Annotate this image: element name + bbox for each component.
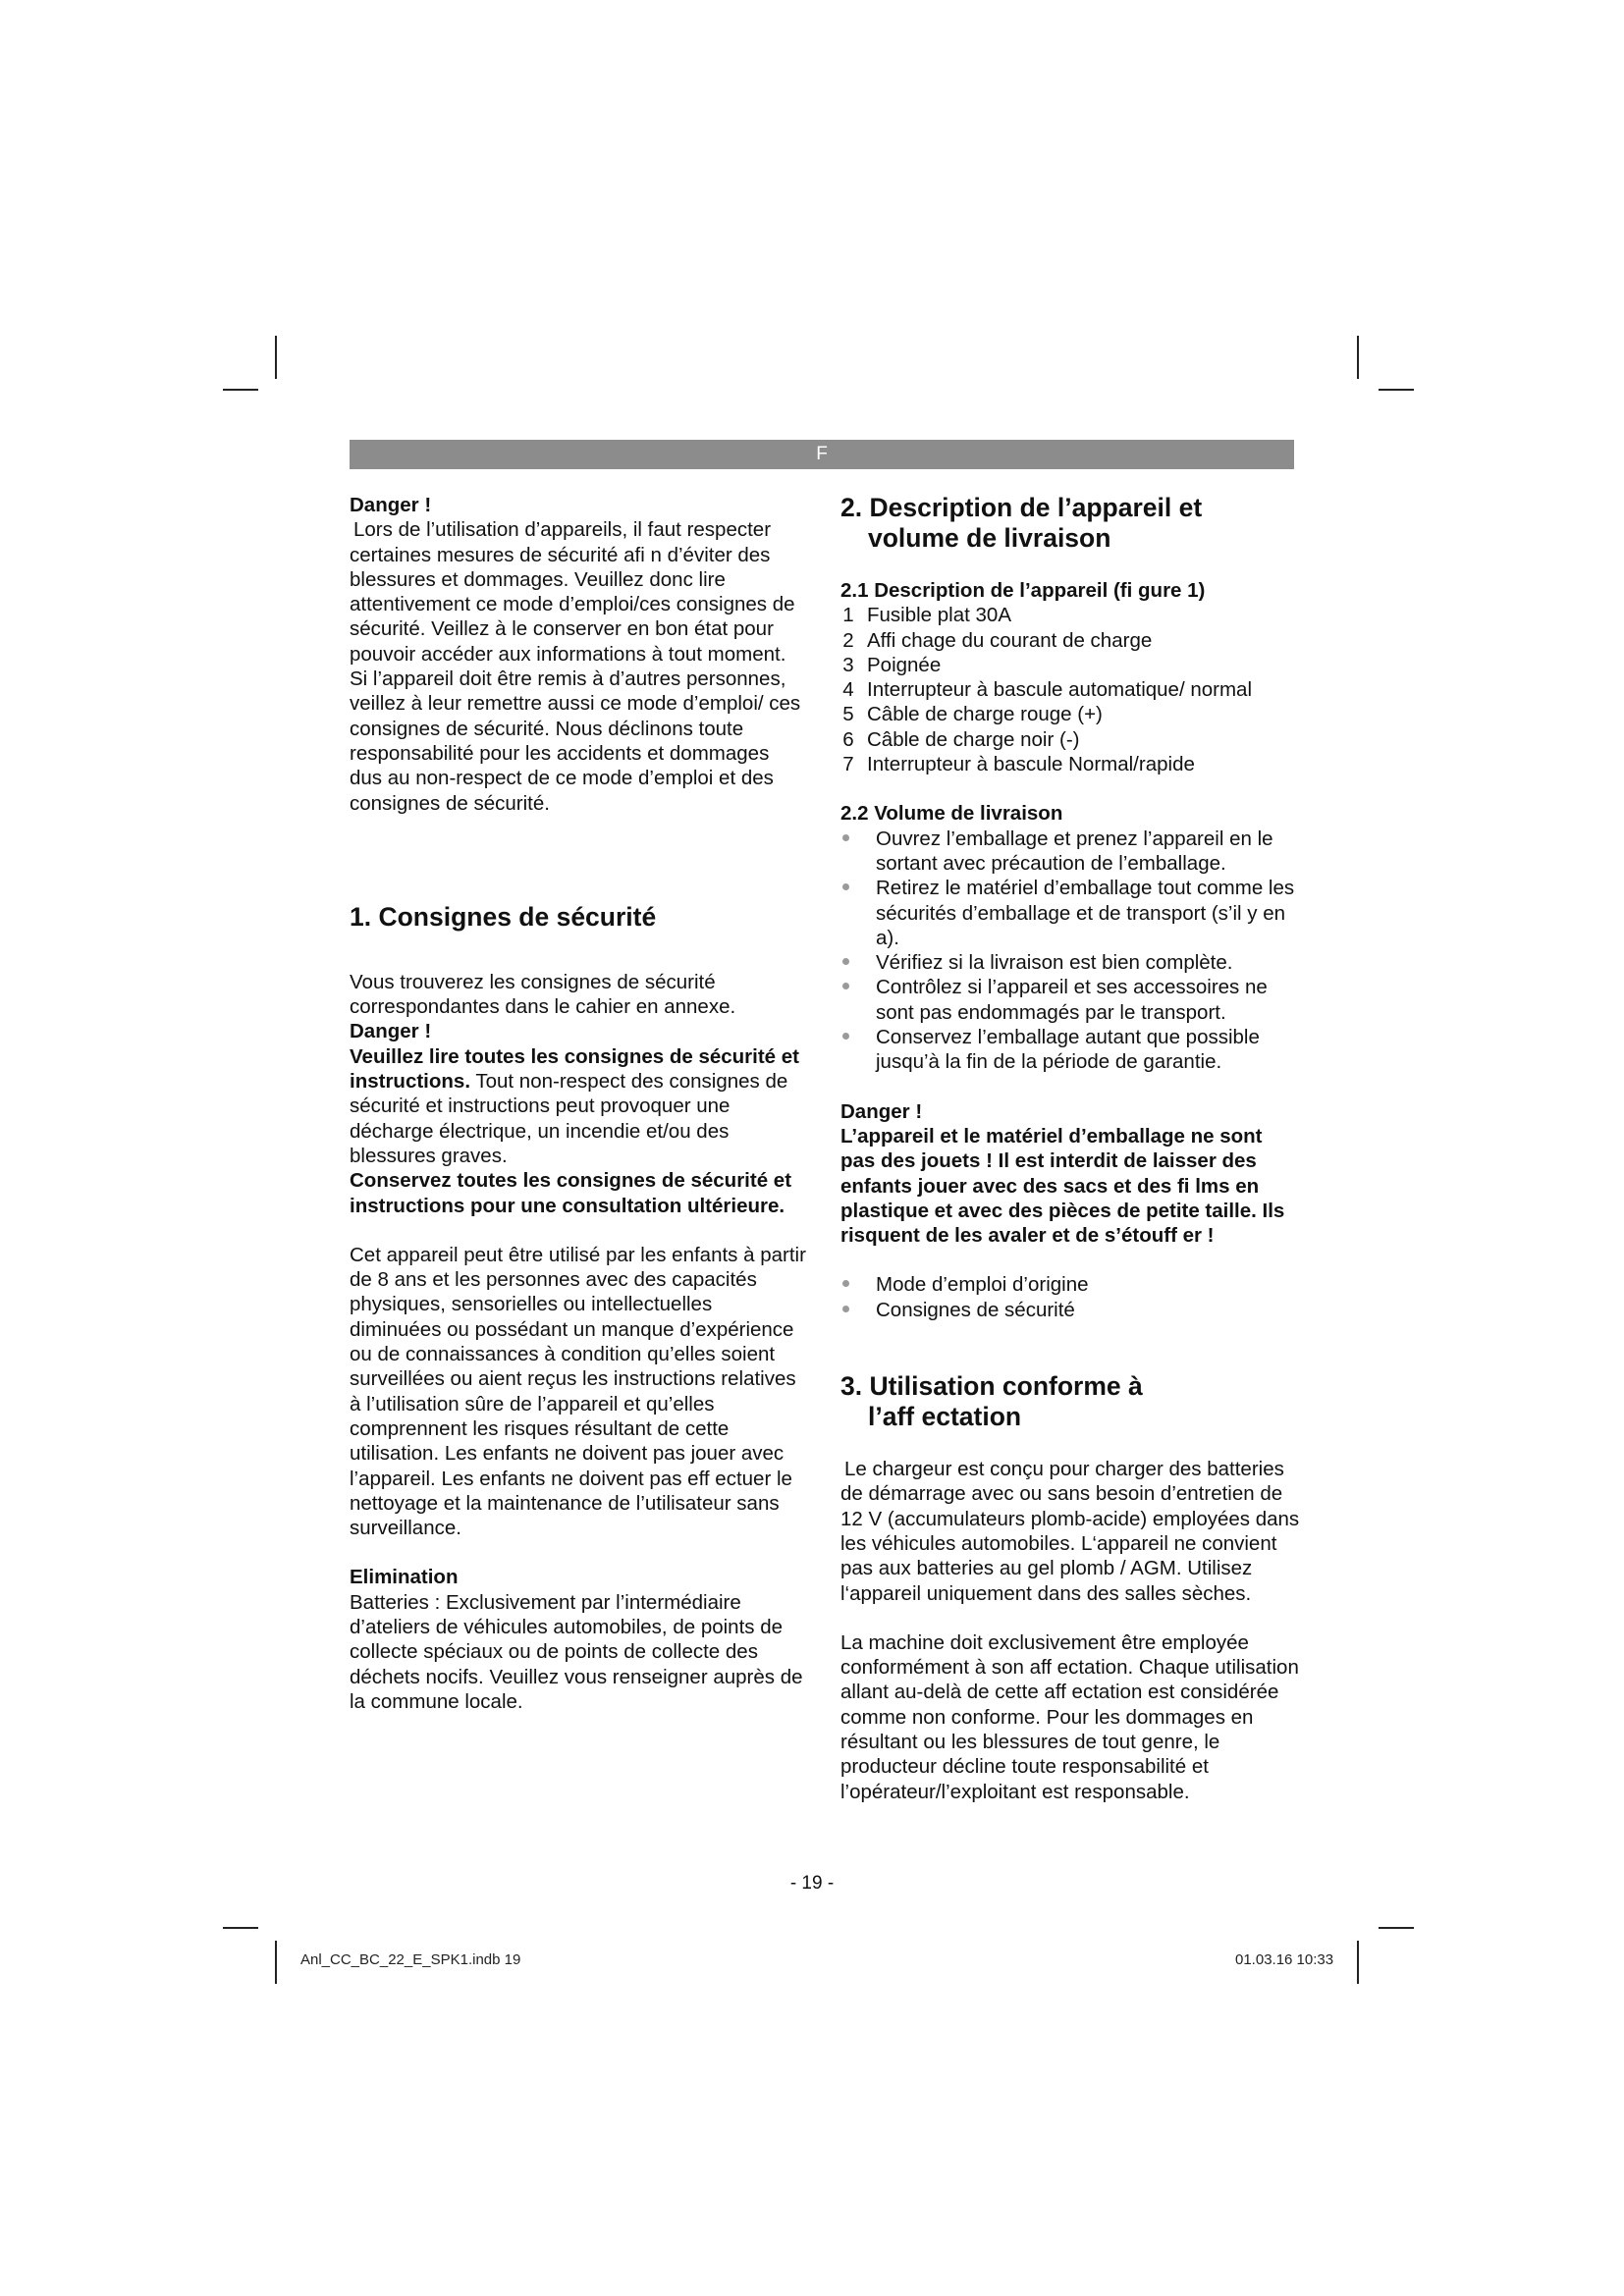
section3-heading-line1: 3. Utilisation conforme à — [840, 1371, 1143, 1402]
language-code: F — [816, 444, 828, 464]
bullet-icon — [842, 1033, 849, 1040]
section2-heading-line1: 2. Description de l’appareil et — [840, 493, 1203, 522]
included-items-list — [840, 1272, 1302, 1322]
crop-mark — [1357, 1941, 1359, 1984]
bullet-icon — [842, 1306, 849, 1312]
list-item: Conservez l’emballage autant que possible jusqu’à la fin de la période de garantie. — [840, 1025, 1302, 1075]
danger2-text: L’appareil et le matériel d’emballage ne sont pas des jouets ! Il est interdit de laisser des enfants jouer avec des sacs et des fi lms en plastique et avec des pièces de petite taille. Ils risquent de les avaler et de s’étouff er ! — [840, 1124, 1285, 1248]
bullet-icon — [842, 983, 849, 989]
list-item: Vérifiez si la livraison est bien complète. — [840, 950, 1302, 975]
children-usage-paragraph: Cet appareil peut être utilisé par les enfants à partir de 8 ans et les personnes avec des capacités physiques, sensorielles ou intellectuelles diminuées ou possédant un manque d’expérience ou de connaissances à condition qu’elles soient surveillées ou aient reçus les instructions relatives à l’utilisation sûre de l’appareil et qu’elles comprennent les risques résultant de cette utilisation. Les enfants ne doivent pas jouer avec l’appareil. Les enfants ne doivent pas eff ectuer le nettoyage et la maintenance de l’utilisateur sans surveillance. — [350, 1243, 806, 1540]
list-item: 3 Poignée — [842, 653, 942, 676]
elimination-heading: Elimination — [350, 1566, 459, 1589]
bullet-icon — [842, 883, 849, 890]
list-item: Consignes de sécurité — [840, 1298, 1302, 1322]
list-item: 7 Interrupteur à bascule Normal/rapide — [842, 753, 1195, 776]
parts-list — [840, 603, 1302, 776]
footer-datetime: 01.03.16 10:33 — [1235, 1951, 1334, 1968]
crop-mark — [275, 336, 277, 379]
list-item: Contrôlez si l’appareil et ses accessoires ne sont pas endommagés par le transport. — [840, 975, 1302, 1025]
section3-heading — [840, 1371, 1302, 1432]
section3-paragraph-1: Le chargeur est conçu pour charger des batteries de démarrage avec ou sans besoin d’entretien de 12 V (accumulateurs plomb-acide) employées dans les véhicules automobiles. L‘appareil ne convient pas aux batteries au gel plomb / AGM. Utilisez l‘appareil uniquement dans des salles sèches. — [840, 1458, 1300, 1605]
list-item: Mode d’emploi d’origine — [840, 1272, 1302, 1297]
list-item: 4 Interrupteur à bascule automatique/ normal — [842, 678, 1253, 702]
section2-heading-line2: volume de livraison — [868, 523, 1111, 553]
bullet-icon — [842, 958, 849, 965]
list-item: 1 Fusible plat 30A — [842, 604, 1012, 627]
bullet-icon — [842, 1280, 849, 1287]
section1-warning — [350, 1044, 806, 1168]
section1-keep-instructions: Conservez toutes les consignes de sécurité et instructions pour une consultation ultérieure. — [350, 1169, 792, 1217]
language-header-bar — [350, 440, 1294, 469]
list-item: 2 Affi chage du courant de charge — [842, 628, 1153, 652]
bullet-icon — [842, 834, 849, 841]
delivery-steps-list — [840, 827, 1302, 1075]
section22-heading: 2.2 Volume de livraison — [840, 802, 1063, 826]
list-item: 6 Câble de charge noir (-) — [842, 727, 1080, 751]
section1-warning-bold: Veuillez lire toutes les consignes de sécurité et instructions. — [350, 1044, 800, 1094]
crop-mark — [1379, 1927, 1414, 1929]
crop-mark — [223, 1927, 258, 1929]
section3-heading-line2: l’aff ectation — [868, 1402, 1022, 1432]
intro-danger-title: Danger ! — [350, 494, 432, 516]
section21-heading: 2.1 Description de l’appareil (fi gure 1) — [840, 579, 1206, 602]
crop-mark — [223, 389, 258, 391]
section1-paragraph: Vous trouverez les consignes de sécurité correspondantes dans le cahier en annexe. — [350, 970, 736, 1019]
right-column — [840, 493, 1302, 1804]
list-item: Ouvrez l’emballage et prenez l’appareil en le sortant avec précaution de l’emballage. — [840, 827, 1302, 877]
footer-filename: Anl_CC_BC_22_E_SPK1.indb 19 — [300, 1951, 521, 1968]
elimination-text: Batteries : Exclusivement par l’intermédiaire d’ateliers de véhicules automobiles, de points de collecte spéciaux ou de points de collecte des déchets nocifs. Veuillez vous renseigner auprès de la commune locale. — [350, 1590, 803, 1713]
list-item: 5 Câble de charge rouge (+) — [842, 703, 1103, 726]
left-column — [350, 493, 806, 1714]
section1-danger-title: Danger ! — [350, 1020, 432, 1043]
crop-mark — [1379, 389, 1414, 391]
section3-paragraph-2: La machine doit exclusivement être employée conformément à son aff ectation. Chaque utilisation allant au-delà de cette aff ectation est considérée comme non conforme. Pour les dommages en résultant ou les blessures de tout genre, le producteur décline toute responsabilité et l’opérateur/l’exploitant est responsable. — [840, 1630, 1299, 1803]
intro-danger-text: Lors de l’utilisation d’appareils, il faut respecter certaines mesures de sécurité afi n d’éviter des blessures et dommages. Veuillez donc lire attentivement ce mode d’emploi/ces consignes de sécurité. Veillez à le conserver en bon état pour pouvoir accéder aux informations à tout moment. Si l’appareil doit être remis à d’autres personnes, veillez à leur remettre aussi ce mode d’emploi/ ces consignes de sécurité. Nous déclinons toute responsabilité pour les accidents et dommages dus au non-respect de ce mode d’emploi et des consignes de sécurité. — [350, 518, 801, 815]
danger2-title: Danger ! — [840, 1099, 923, 1123]
crop-mark — [1357, 336, 1359, 379]
section1-heading: 1. Consignes de sécurité — [350, 901, 657, 932]
page-number: - 19 - — [789, 1873, 835, 1894]
section1-warning-text: Tout non-respect des consignes de sécurité et instructions peut provoquer une décharge électrique, un incendie et/ou des blessures graves. — [350, 1070, 788, 1167]
section2-heading — [840, 493, 1302, 554]
list-item: Retirez le matériel d’emballage tout comme les sécurités d’emballage et de transport (s’il y en a). — [840, 876, 1302, 950]
crop-mark — [275, 1941, 277, 1984]
